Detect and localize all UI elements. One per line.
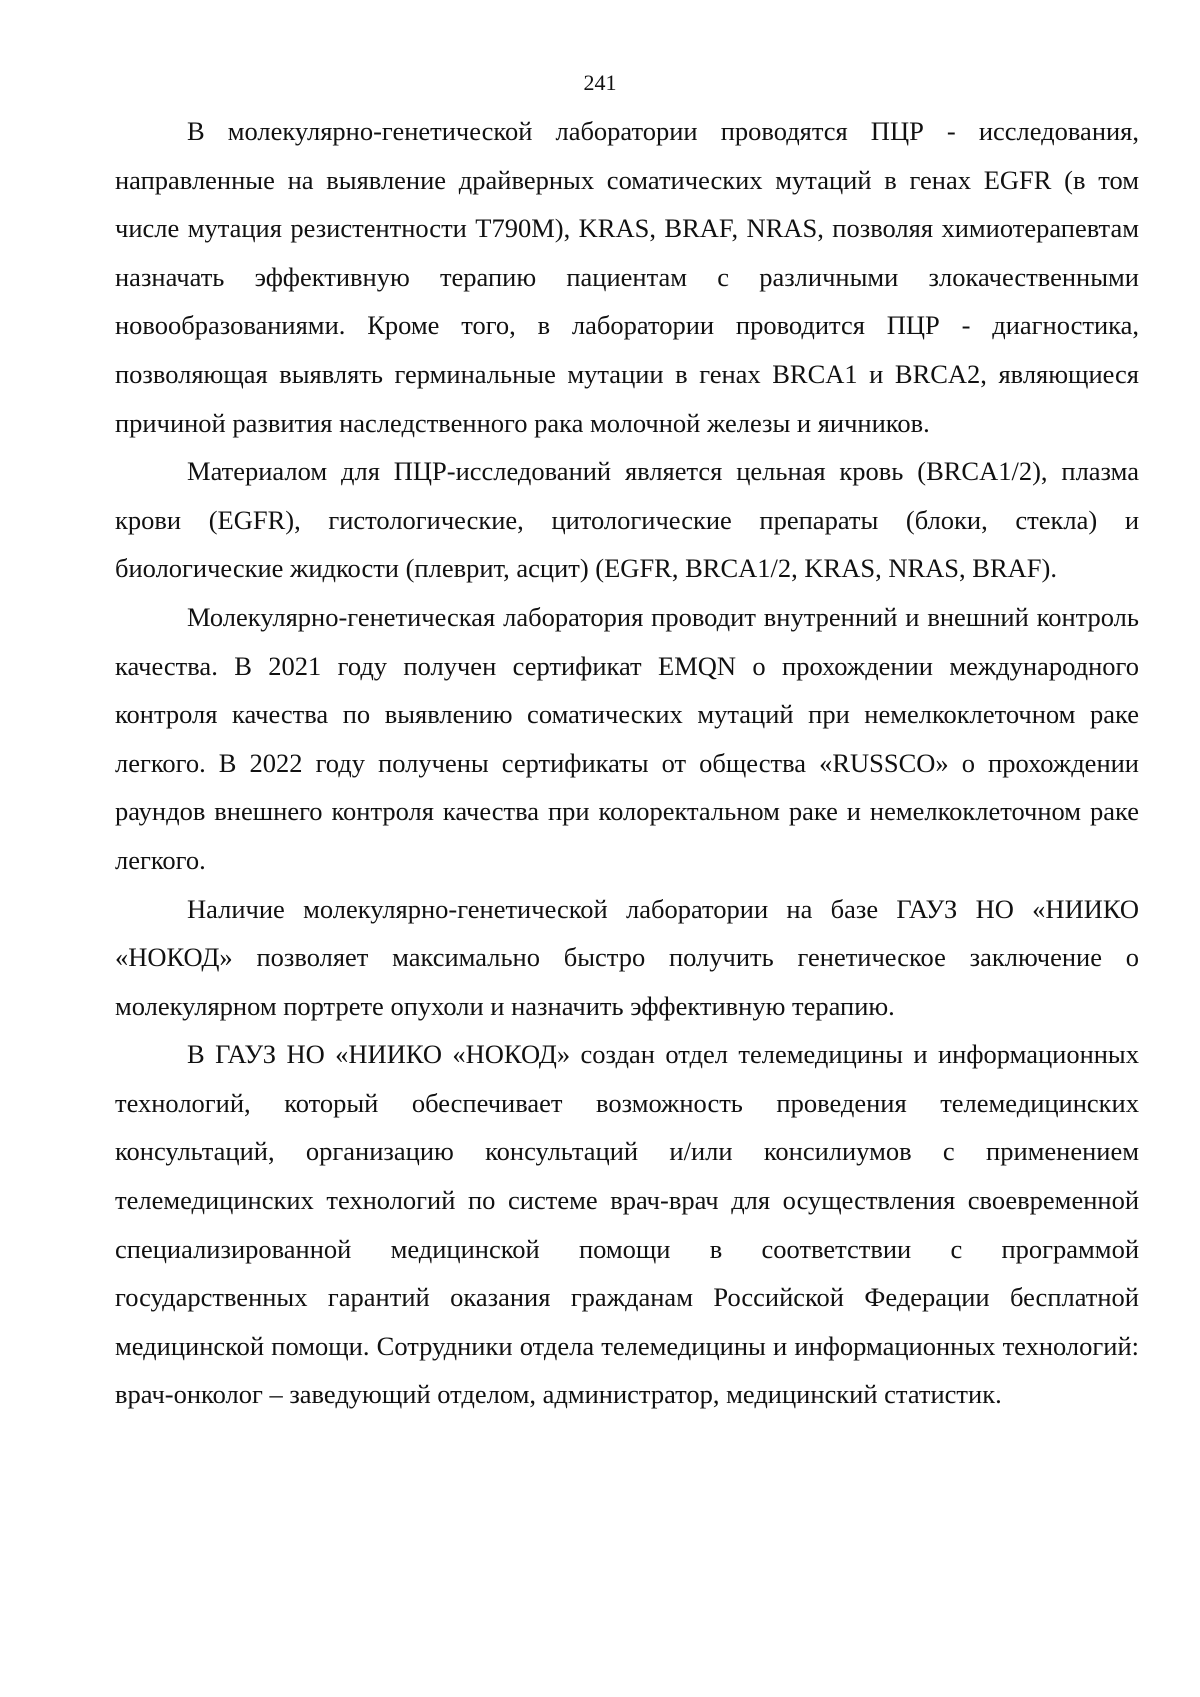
document-body [115, 107, 1139, 1419]
paragraph-pcr-material: Материалом для ПЦР-исследований является цельная кровь (BRCA1/2), плазма крови (EGFR), гистологические, цитологические препараты (блоки, стекла) и биологические жидкости (плеврит, асцит) (EGFR, BRCA1/2, KRAS, NRAS, BRAF). [115, 456, 1139, 584]
paragraph-telemedicine: В ГАУЗ НО «НИИКО «НОКОД» создан отдел телемедицины и информационных технологий, который обеспечивает возможность проведения телемедицинских консультаций, организацию консультаций и/или консилиумов с применением телемедицинских технологий по системе врач-врач для осуществления своевременной специализированной медицинской помощи в соответствии с программой государственных гарантий оказания гражданам Российской Федерации бесплатной медицинской помощи. Сотрудники отдела телемедицины и информационных технологий: врач-онколог – заведующий отделом, администратор, медицинский статистик. [115, 1039, 1139, 1410]
paragraph-pcr-research: В молекулярно-генетической лаборатории проводятся ПЦР - исследования, направленные на выявление драйверных соматических мутаций в генах EGFR (в том числе мутация резистентности T790M), KRAS, BRAF, NRAS, позволяя химиотерапевтам назначать эффективную терапию пациентам с различными злокачественными новообразованиями. Кроме того, в лаборатории проводится ПЦР - диагностика, позволяющая выявлять герминальные мутации в генах BRCA1 и BRCA2, являющиеся причиной развития наследственного рака молочной железы и яичников. [115, 116, 1139, 438]
paragraph-lab-availability: Наличие молекулярно-генетической лаборатории на базе ГАУЗ НО «НИИКО «НОКОД» позволяет максимально быстро получить генетическое заключение о молекулярном портрете опухоли и назначить эффективную терапию. [115, 893, 1139, 1021]
page-number: 241 [583, 70, 617, 95]
paragraph-quality-control: Молекулярно-генетическая лаборатория проводит внутренний и внешний контроль качества. В 2021 году получен сертификат EMQN о прохождении международного контроля качества по выявлению соматических мутаций при немелкоклеточном раке легкого. В 2022 году получены сертификаты от общества «RUSSCO» о прохождении раундов внешнего контроля качества при колоректальном раке и немелкоклеточном раке легкого. [115, 601, 1139, 875]
